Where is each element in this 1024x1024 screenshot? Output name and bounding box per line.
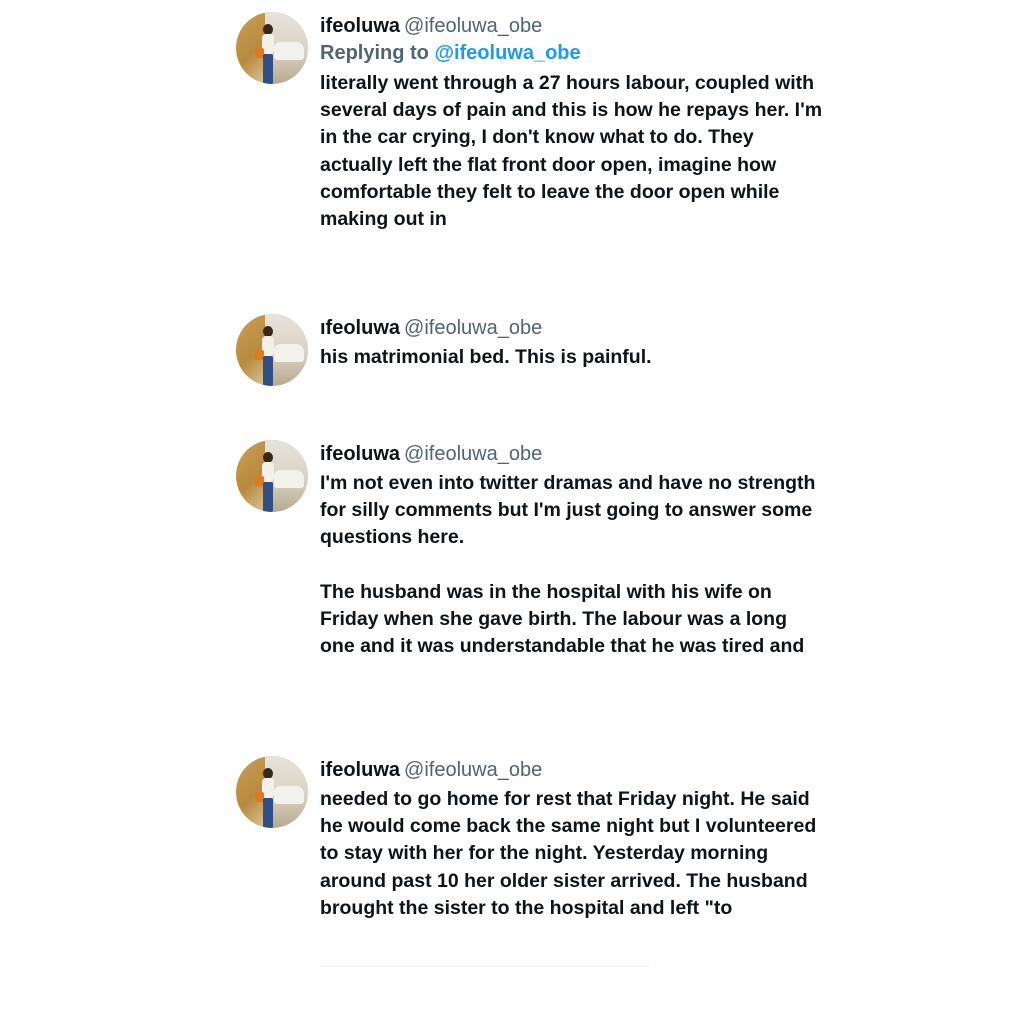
tweet-text xyxy=(320,344,826,371)
tweet-header xyxy=(320,14,826,38)
tweet-text xyxy=(320,70,826,233)
user-handle[interactable]: @ifeoluwa_obe xyxy=(404,759,543,781)
tweet-text xyxy=(320,786,826,922)
tweet-2[interactable] xyxy=(236,316,826,386)
tweet-content xyxy=(320,442,826,660)
tweet-paragraph: needed to go home for rest that Friday night. He said he would come back the same night but I volunteered to stay with her for the night. Yesterday morning around past 10 her older sister arrived. The husband brought the sister to the hospital and left "to xyxy=(320,788,817,919)
tweet-paragraph: literally went through a 27 hours labour, coupled with several days of pain and this is how he repays her. I'm in the car crying, I don't know what to do. They actually left the flat front door open, imagine how comfortable they felt to leave the door open while making out in xyxy=(320,72,823,231)
avatar[interactable] xyxy=(236,756,308,828)
display-name[interactable]: ıfeoluwa xyxy=(320,317,401,339)
user-handle[interactable]: @ifeoluwa_obe xyxy=(404,317,543,339)
display-name[interactable]: ifeoluwa xyxy=(320,443,401,465)
divider xyxy=(320,966,650,967)
avatar[interactable] xyxy=(236,12,308,84)
user-handle[interactable]: @ifeoluwa_obe xyxy=(404,443,543,465)
tweet-content xyxy=(320,14,826,233)
avatar[interactable] xyxy=(236,440,308,512)
replying-to-handle[interactable]: @ifeoluwa_obe xyxy=(434,42,581,64)
tweet-header xyxy=(320,758,826,782)
display-name[interactable]: ifeoluwa xyxy=(320,759,401,781)
tweet-header xyxy=(320,316,826,340)
tweet-content xyxy=(320,316,826,371)
tweet-4[interactable] xyxy=(236,758,826,922)
tweet-paragraph: The husband was in the hospital with his wife on Friday when she gave birth. The labour was a long one and it was understandable that he was tired and xyxy=(320,580,805,658)
tweet-paragraph: his matrimonial bed. This is painful. xyxy=(320,346,652,368)
tweet-content xyxy=(320,758,826,922)
tweet-header xyxy=(320,442,826,466)
user-handle[interactable]: @ifeoluwa_obe xyxy=(404,15,543,37)
avatar[interactable] xyxy=(236,314,308,386)
display-name[interactable]: ifeoluwa xyxy=(320,15,401,37)
tweet-text xyxy=(320,470,826,660)
tweet-3[interactable] xyxy=(236,442,826,660)
replying-to-label: Replying to xyxy=(320,42,435,64)
tweet-1[interactable] xyxy=(236,14,826,233)
replying-to xyxy=(320,40,826,66)
tweet-paragraph: I'm not even into twitter dramas and have no strength for silly comments but I'm just going to answer some questions here. xyxy=(320,472,816,549)
